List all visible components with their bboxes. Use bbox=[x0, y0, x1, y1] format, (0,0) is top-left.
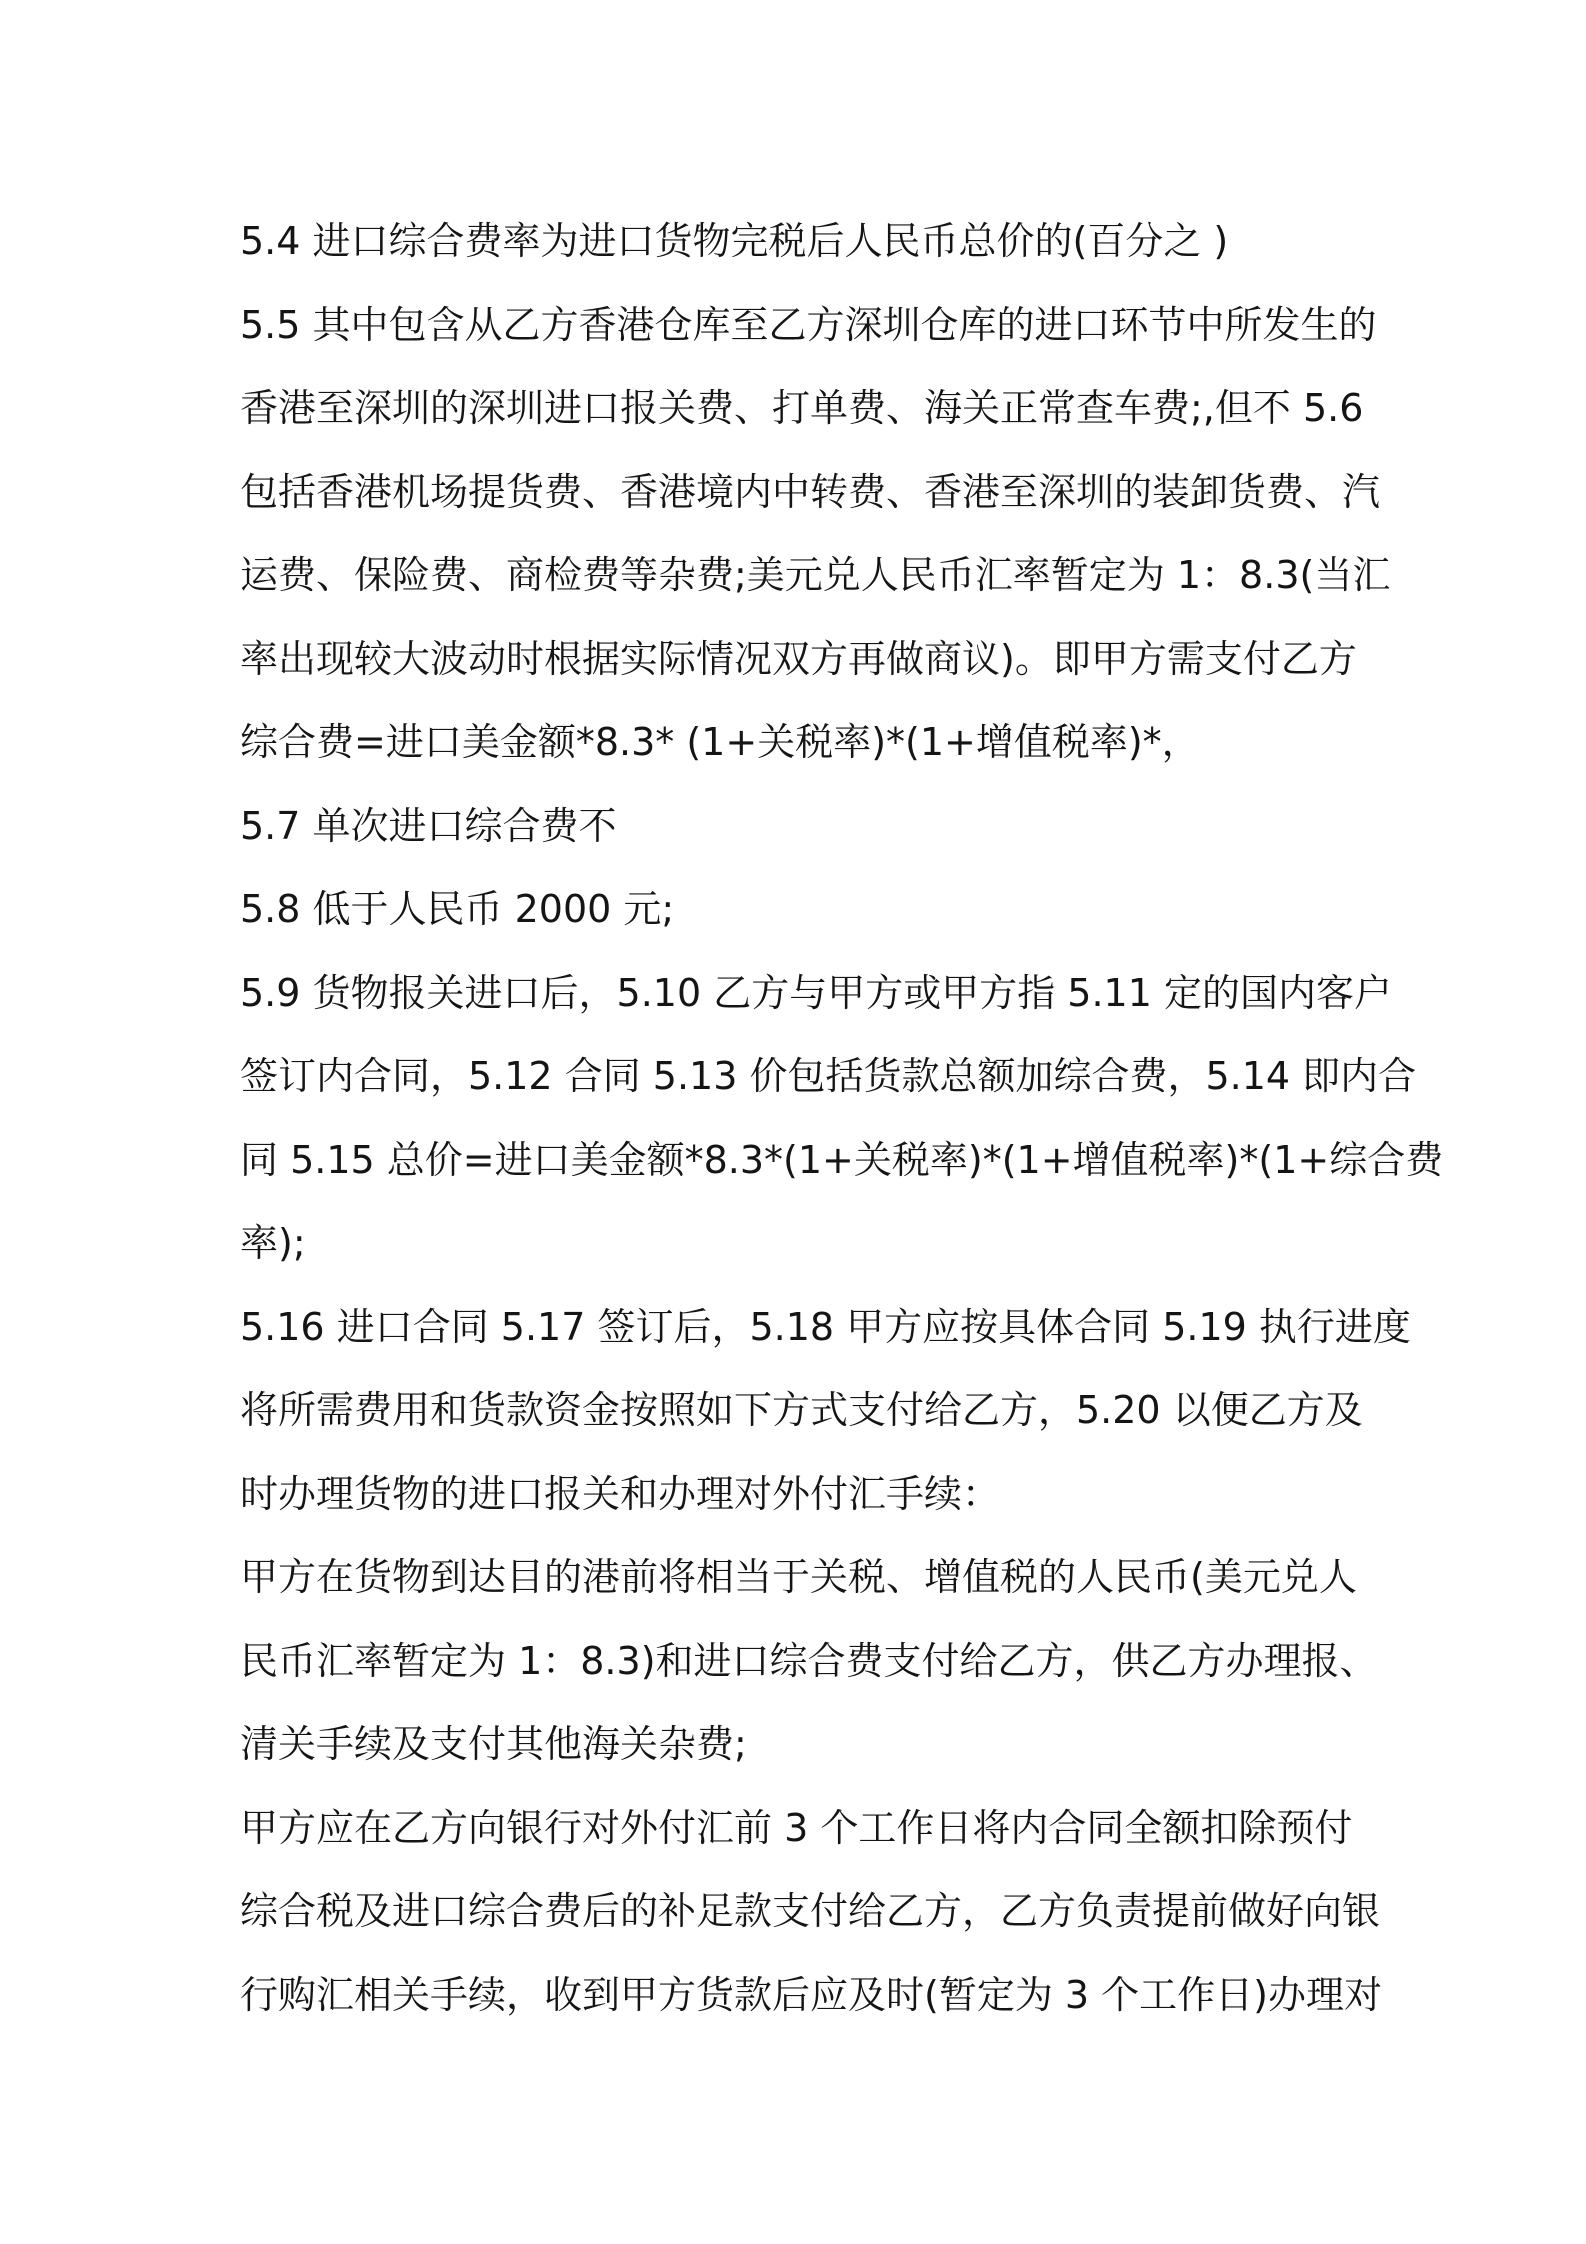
text-line-5-5: 5.5 其中包含从乙方香港仓库至乙方深圳仓库的进口环节中所发生的 bbox=[240, 302, 1377, 347]
text-line-5-7: 5.7 单次进口综合费不 bbox=[240, 803, 617, 848]
text-line: 运费、保险费、商检费等杂费;美元兑人民币汇率暂定为 1：8.3(当汇 bbox=[240, 553, 1391, 597]
text-line-5-9: 5.9 货物报关进口后，5.10 乙方与甲方或甲方指 5.11 定的国内客户 bbox=[240, 970, 1392, 1015]
document-body bbox=[240, 200, 1444, 2037]
text-line: 包括香港机场提货费、香港境内中转费、香港至深圳的装卸货费、汽 bbox=[240, 469, 1381, 514]
text-line: 时办理货物的进口报关和办理对外付汇手续： bbox=[240, 1471, 1001, 1516]
text-line-5-8: 5.8 低于人民币 2000 元; bbox=[240, 887, 675, 931]
text-line: 签订内合同，5.12 合同 5.13 价包括货款总额加综合费，5.14 即内合 bbox=[240, 1054, 1417, 1098]
text-line: 率出现较大波动时根据实际情况双方再做商议)。即甲方需支付乙方 bbox=[240, 636, 1357, 681]
text-line: 甲方在货物到达目的港前将相当于关税、增值税的人民币(美元兑人 bbox=[240, 1555, 1357, 1599]
text-line: 同 5.15 总价=进口美金额*8.3*(1+关税率)*(1+增值税率)*(1+综合费 bbox=[240, 1137, 1444, 1182]
text-line: 清关手续及支付其他海关杂费; bbox=[240, 1722, 747, 1766]
text-line: 将所需费用和货款资金按照如下方式支付给乙方，5.20 以便乙方及 bbox=[240, 1388, 1363, 1432]
text-line: 综合税及进口综合费后的补足款支付给乙方，乙方负责提前做好向银 bbox=[240, 1889, 1381, 1933]
text-line: 民币汇率暂定为 1：8.3)和进口综合费支付给乙方，供乙方办理报、 bbox=[240, 1638, 1378, 1683]
text-line: 行购汇相关手续，收到甲方货款后应及时(暂定为 3 个工作日)办理对 bbox=[240, 1972, 1382, 2017]
text-line-formula: 综合费=进口美金额*8.3* (1+关税率)*(1+增值税率)*， bbox=[240, 720, 1200, 764]
text-line: 甲方应在乙方向银行对外付汇前 3 个工作日将内合同全额扣除预付 bbox=[240, 1805, 1353, 1850]
text-line-5-16: 5.16 进口合同 5.17 签订后，5.18 甲方应按具体合同 5.19 执行进度 bbox=[240, 1304, 1411, 1349]
text-line-5-4: 5.4 进口综合费率为进口货物完税后人民币总价的(百分之 ) bbox=[240, 219, 1229, 263]
text-line: 香港至深圳的深圳进口报关费、打单费、海关正常查车费;,但不 5.6 bbox=[240, 386, 1364, 430]
text-line: 率); bbox=[240, 1221, 306, 1265]
